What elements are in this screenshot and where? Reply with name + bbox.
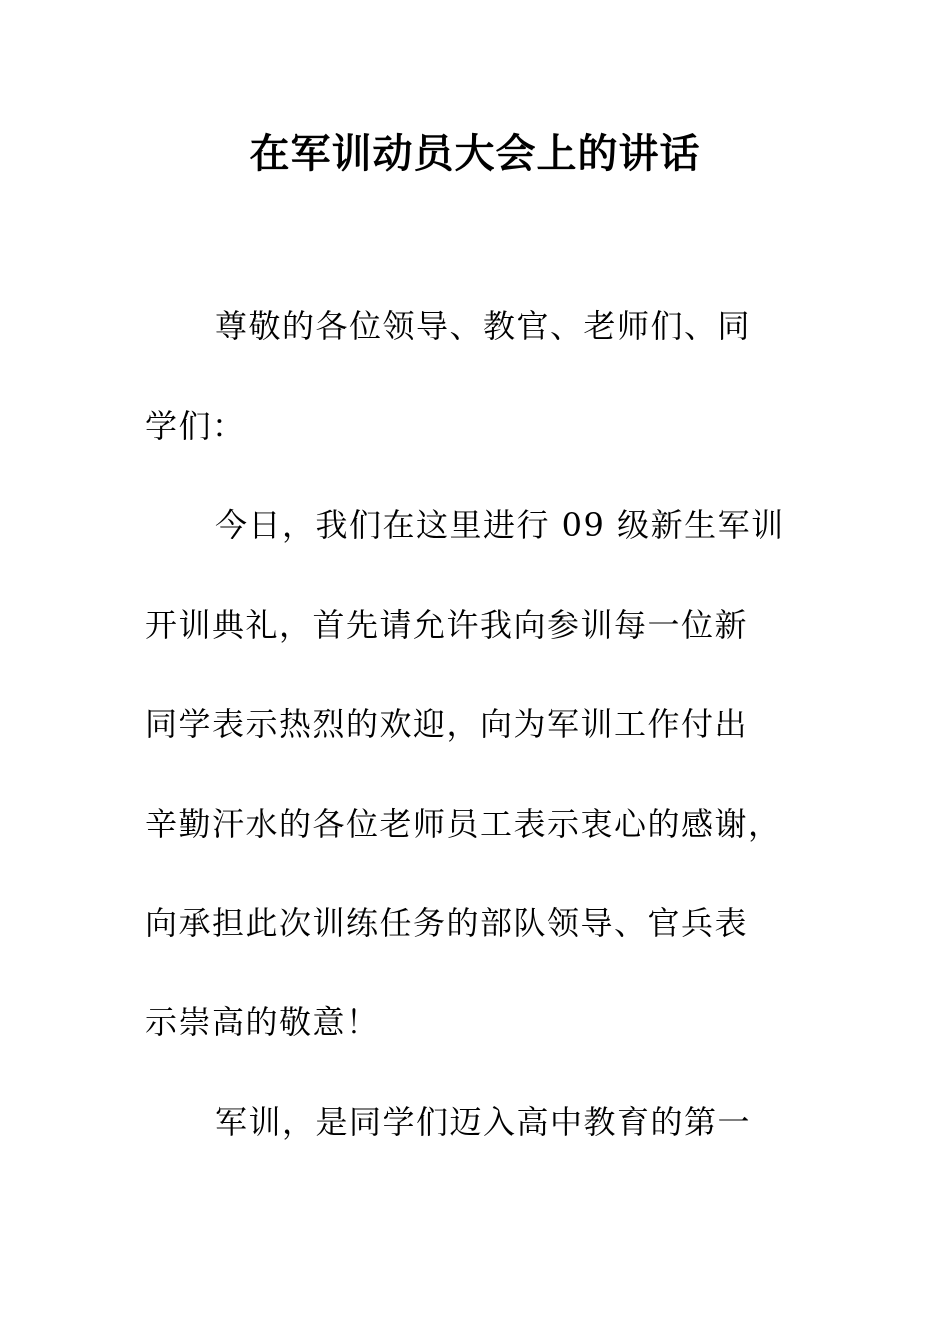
- paragraph-line: 辛勤汗水的各位老师员工表示衷心的感谢，: [145, 805, 782, 843]
- paragraph-line: 今日，我们在这里进行 09 级新生军训: [215, 506, 785, 544]
- paragraph-line: 向承担此次训练任务的部队领导、官兵表: [145, 904, 749, 942]
- paragraph-line: 尊敬的各位领导、教官、老师们、同: [215, 307, 752, 345]
- document-title: 在军训动员大会上的讲话: [249, 130, 701, 177]
- paragraph-line: 示崇高的敬意！: [145, 1003, 380, 1041]
- paragraph-line: 军训，是同学们迈入高中教育的第一: [215, 1103, 752, 1141]
- paragraph-line: 开训典礼，首先请允许我向参训每一位新: [145, 606, 749, 644]
- paragraph-line: 学们：: [145, 407, 246, 445]
- paragraph-line: 同学表示热烈的欢迎，向为军训工作付出: [145, 705, 749, 743]
